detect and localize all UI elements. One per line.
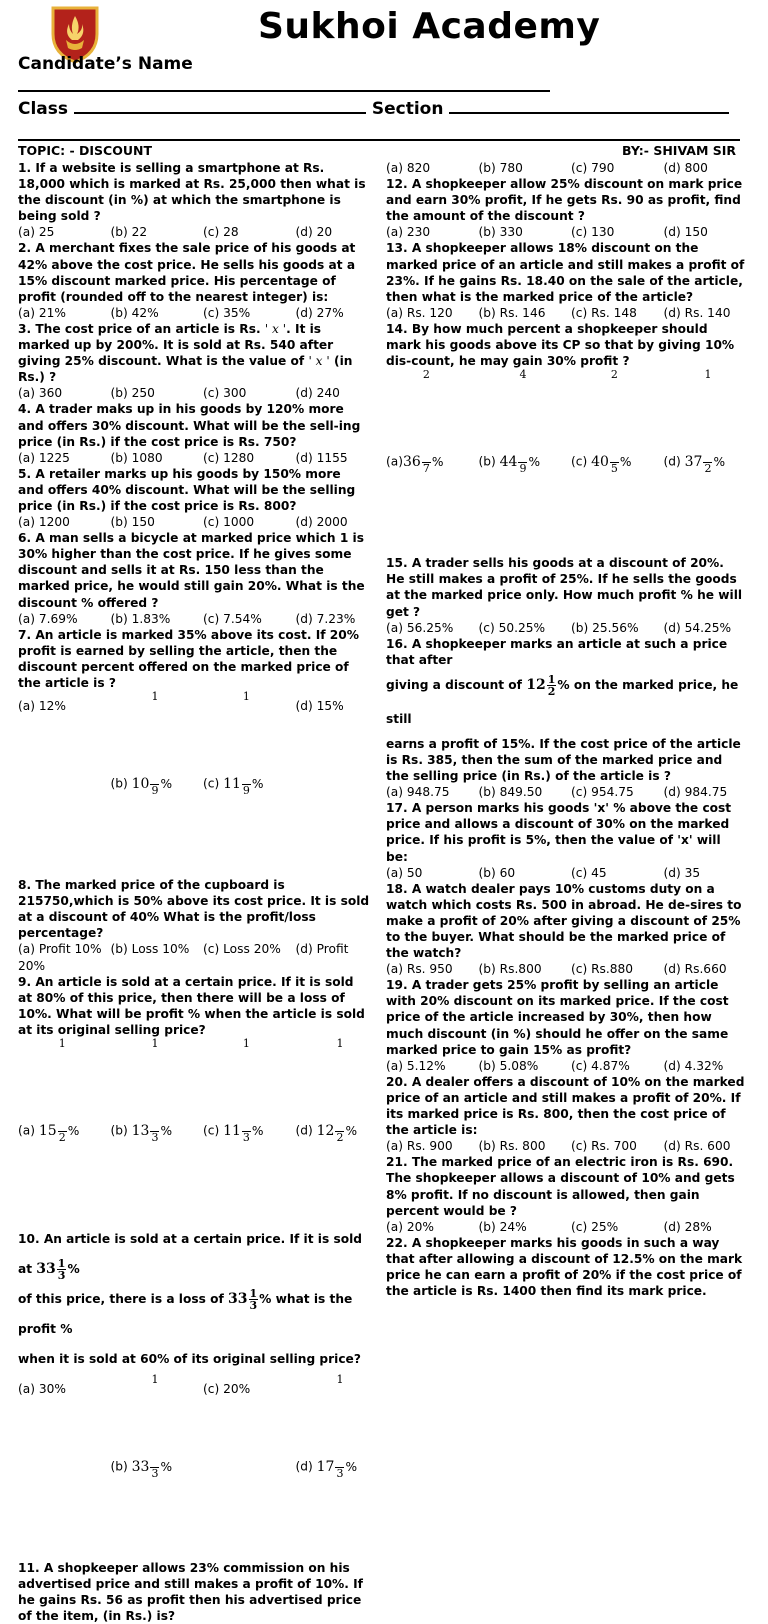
option: (d) 15%: [295, 699, 344, 714]
question-2: 2. A merchant fixes the sale price of his goods at 42% above the cost price. He sells his goods at a 15% discount marked price. His percentage of profit (rounded off to the nearest integer) is:: [18, 241, 356, 304]
option: (d) Profit: [295, 942, 349, 957]
class-blank: [74, 98, 366, 114]
question-12: 12. A shopkeeper allow 25% discount on mark price and earn 30% profit, If he gets Rs. 90 as profit, find the amount of the discount ?: [386, 177, 743, 224]
question-20: 20. A dealer offers a discount of 10% on the marked price of an article and still makes a profit of 20%. If its marked price is Rs. 800, then the cost price of the article is:: [386, 1074, 745, 1138]
option: (d) Rs. 600: [663, 1139, 731, 1154]
fraction-denominator: 9: [151, 783, 159, 797]
option: (a) 948.75: [386, 785, 450, 800]
question-3: [18, 321, 370, 385]
option: (a) 30%: [18, 1382, 66, 1397]
fraction-denominator: 2: [336, 1130, 344, 1144]
question-13: 13. A shopkeeper allows 18% discount on the marked price of an article and still makes a profit of 23%. If he gains Rs. 18.40 on the sale of the article, then what is the marked price of the article?: [386, 241, 745, 304]
mixed-fraction: [131, 1373, 173, 1480]
option: (c) 130: [571, 225, 615, 240]
fraction-whole: 33: [36, 1261, 56, 1278]
option: (b) 60: [478, 865, 516, 880]
fraction-whole: 40: [591, 453, 609, 470]
mixed-fraction: [316, 1373, 358, 1480]
fraction-suffix: %: [431, 454, 444, 469]
fraction-whole: 12: [526, 676, 546, 693]
question-18: 18. A watch dealer pays 10% customs duty on a watch which costs Rs. 500 in abroad. He de-sires to make a profit of 20% after giving a discount of 25% to the buyer. What should be the marked price of the watch?: [386, 881, 742, 961]
option: [111, 1038, 204, 1224]
fraction-part: [150, 691, 159, 877]
candidate-name-line: [18, 90, 550, 92]
option: (d) Rs.660: [663, 962, 727, 977]
option: (b) 22: [110, 225, 148, 240]
option-prefix: (b): [110, 1459, 132, 1474]
fraction-whole: 36: [402, 453, 421, 470]
question-22: 22. A shopkeeper marks his goods in such a way that after allowing a discount of 12.5% on the mark price he can earn a profit of 20% if the cost price of the article is Rs. 1400 then find its mark price.: [386, 1235, 743, 1299]
option: (a) 7.69%: [18, 611, 78, 626]
option: [664, 369, 757, 555]
fraction-numerator: 1: [58, 1038, 67, 1132]
option: (b) 780: [478, 161, 523, 175]
mixed-fraction: [526, 672, 557, 698]
fraction-numerator: 1: [242, 1038, 251, 1132]
option: (d) 7.23%: [295, 611, 356, 626]
option: (d) 2000: [295, 515, 348, 530]
fraction-suffix: %: [345, 1459, 358, 1474]
fraction-suffix: %: [345, 1123, 358, 1138]
fraction-denominator: 9: [519, 461, 527, 475]
question-10: [18, 1224, 370, 1374]
option: (b) 849.50: [478, 785, 543, 800]
header-divider: [18, 139, 740, 141]
option-prefix: (d): [295, 1459, 317, 1474]
fraction-whole: 17: [316, 1458, 335, 1475]
q10-text: when it is sold at 60% of its original selling price?: [18, 1352, 361, 1367]
fraction-whole: 11: [223, 1122, 241, 1139]
option: (a) Rs. 950: [386, 962, 453, 977]
q3-var: ' x ': [264, 321, 287, 336]
fraction-denominator: 2: [547, 684, 556, 698]
question-16: [386, 636, 746, 784]
options-14: [386, 369, 746, 555]
options-5: [18, 514, 370, 530]
option: (d) 4.32%: [663, 1058, 724, 1073]
fraction-whole: 11: [223, 775, 241, 792]
options-21: [386, 1219, 746, 1235]
option: (b) 250: [110, 386, 155, 401]
option-prefix: (d): [295, 1123, 317, 1138]
option: (b) 25.56%: [571, 620, 639, 635]
q3-text: (in Rs.) ?: [18, 354, 353, 385]
fraction-numerator: 2: [422, 369, 431, 463]
q16-text: 16. A shopkeeper marks an article at such a price that after: [386, 636, 728, 667]
option: (c) 300: [203, 386, 247, 401]
option: (c) Rs.880: [571, 962, 634, 977]
fraction-denominator: 3: [242, 1130, 250, 1144]
option: (a) Profit 10%: [18, 942, 102, 957]
mixed-fraction: [131, 690, 173, 797]
options-8: [18, 941, 370, 957]
mixed-fraction: [316, 1037, 358, 1144]
section-blank: [449, 98, 729, 114]
option: (a) 21%: [18, 305, 66, 320]
author-label: BY:- SHIVAM SIR: [622, 143, 737, 158]
option-prefix: (c): [571, 454, 592, 469]
option: (d) 28%: [663, 1219, 712, 1234]
fraction-denominator: 3: [249, 1299, 258, 1313]
option: [203, 691, 296, 877]
option: (b) Loss 10%: [110, 942, 190, 957]
fraction-part: [150, 1374, 159, 1560]
mixed-fraction: [36, 1257, 80, 1283]
option: (c) Loss 20%: [203, 942, 281, 957]
fraction-numerator: 1: [335, 1374, 344, 1468]
page-title: Sukhoi Academy: [258, 6, 601, 47]
question-5: 5. A retailer marks up his goods by 150% more and offers 40% discount. What will be the selling price (in Rs.) if the cost price is Rs. 800?: [18, 466, 356, 513]
options-11: [386, 160, 746, 176]
option: (a) 1200: [18, 515, 70, 530]
fraction-whole: 12: [316, 1122, 335, 1139]
fraction-denominator: 2: [58, 1130, 66, 1144]
fraction-suffix: %: [160, 1459, 173, 1474]
fraction-whole: 33: [131, 1458, 150, 1475]
fraction-part: [518, 369, 527, 555]
options-4: [18, 450, 370, 466]
option: (b) 330: [478, 225, 523, 240]
option: [18, 1038, 111, 1224]
fraction-numerator: 1: [249, 1287, 258, 1301]
option: (c) 790: [571, 161, 615, 175]
q3-text: 3. The cost price of an article is Rs.: [18, 321, 265, 336]
option: (b) 150: [110, 515, 155, 530]
fraction-numerator: 1: [57, 1257, 66, 1271]
question-19: 19. A trader gets 25% profit by selling an article with 20% discount on its marked price. If the cost price of the article increased by 30%, then how much discount (in %) should he offer on the same marked price to gain 15% as profit?: [386, 978, 729, 1057]
fraction-denominator: 5: [610, 461, 618, 475]
mixed-fraction: [223, 1037, 264, 1144]
fraction-part: [610, 369, 619, 555]
q3-text: . It is marked up by 200%. It is sold at Rs. 540 after giving 25% discount. What is the value of: [18, 321, 334, 369]
fraction-whole: 37: [684, 453, 703, 470]
option: (d) 800: [663, 161, 708, 175]
fraction-part: [249, 1288, 259, 1311]
fraction-numerator: 2: [610, 369, 619, 463]
option: [111, 1374, 204, 1560]
option: [203, 1038, 296, 1224]
option: [386, 369, 479, 555]
options-19: [386, 1058, 746, 1074]
option-prefix: (b): [110, 776, 132, 791]
fraction-suffix: %: [251, 776, 264, 791]
option: (d) 35: [663, 865, 701, 880]
question-4: 4. A trader maks up in his goods by 120% more and offers 30% discount. What will be the sell-ing price (in Rs.) if the cost price is Rs. 750?: [18, 402, 361, 449]
fraction-denominator: 3: [57, 1269, 66, 1283]
option: (a) 12%: [18, 699, 66, 714]
mixed-fraction: [402, 368, 444, 475]
options-10: [18, 1374, 370, 1560]
option-prefix: (b): [110, 1123, 132, 1138]
option-prefix: (d): [663, 454, 685, 469]
fraction-part: [335, 1374, 344, 1560]
fraction-part: [242, 1038, 251, 1224]
option: (c) 28: [203, 225, 239, 240]
option: [571, 369, 664, 555]
options-12: [386, 224, 746, 240]
option-prefix: (a): [18, 1123, 39, 1138]
q10-text: 10. An article is sold at a certain price. If it is sold at: [18, 1232, 362, 1277]
options-3: [18, 385, 370, 401]
mixed-fraction: [499, 368, 541, 475]
options-7: [18, 691, 370, 877]
option: [479, 369, 572, 555]
options-9: [18, 1038, 370, 1224]
fraction-suffix: %: [160, 776, 173, 791]
fraction-suffix: %: [251, 1123, 264, 1138]
fraction-whole: 13: [131, 1122, 150, 1139]
options-16: [386, 784, 746, 800]
question-7: 7. An article is marked 35% above its cost. If 20% profit is earned by selling the article, then the discount percent offered on the marked price of the article is ?: [18, 627, 359, 690]
question-15: 15. A trader sells his goods at a discount of 20%. He still makes a profit of 25%. If he sells the goods at the marked price only. How much profit % he will get ?: [386, 556, 743, 619]
option: (d) 984.75: [663, 785, 728, 800]
fraction-denominator: 3: [151, 1466, 159, 1480]
options-13: [386, 305, 746, 321]
fraction-suffix: %: [619, 454, 632, 469]
topic-label: TOPIC: - DISCOUNT: [18, 143, 152, 158]
left-column: [18, 160, 370, 1624]
fraction-whole: 15: [38, 1122, 57, 1139]
options-17: [386, 865, 746, 881]
option: [296, 1038, 389, 1224]
option: (b) 1080: [110, 450, 163, 465]
q3-var: ' x ': [308, 354, 330, 369]
options-1: [18, 224, 370, 240]
option: (a) 50: [386, 865, 423, 880]
options-20: [386, 1138, 746, 1154]
question-6: 6. A man sells a bicycle at marked price which 1 is 30% higher than the cost price. If he gives some discount and sells it at Rs. 150 less than the marked price, he would still gain 20%. What is the discount % offered ?: [18, 531, 365, 610]
option: (a) 20%: [386, 1219, 434, 1234]
option-prefix: (b): [478, 454, 500, 469]
fraction-part: [57, 1258, 67, 1281]
fraction-numerator: 1: [335, 1038, 344, 1132]
fraction-part: [150, 1038, 159, 1224]
option: (a) Rs. 120: [386, 305, 453, 320]
fraction-numerator: 1: [242, 691, 251, 785]
fraction-denominator: 9: [242, 783, 250, 797]
fraction-part: [422, 369, 431, 555]
option: (b) 5.08%: [478, 1058, 539, 1073]
question-8: 8. The marked price of the cupboard is 215750,which is 50% above its cost price. It is sold at a discount of 40% What is the profit/loss percentage?: [18, 878, 370, 941]
mixed-fraction: [131, 1037, 173, 1144]
option: (a) 820: [386, 161, 431, 175]
option: (c) 1280: [203, 450, 255, 465]
fraction-whole: 10: [131, 775, 150, 792]
question-17: 17. A person marks his goods 'x' % above the cost price and allows a discount of 30% on the marked price. If his profit is 5%, then the value of 'x' will be:: [386, 801, 732, 864]
option: (b) 42%: [110, 305, 159, 320]
option: (a) 360: [18, 386, 63, 401]
section-label: Section: [371, 99, 444, 119]
right-column: [386, 160, 746, 1299]
option-prefix: (c): [203, 1123, 224, 1138]
mixed-fraction: [228, 1287, 272, 1313]
option: (d) 54.25%: [663, 620, 732, 635]
class-label: Class: [18, 99, 69, 119]
fraction-numerator: 1: [703, 369, 712, 463]
option: (c) 954.75: [571, 785, 634, 800]
question-9: 9. An article is sold at a certain price. If it is sold at 80% of this price, then there will be a loss of 10%. What will be profit % when the article is sold at its original selling price?: [18, 974, 365, 1037]
fraction-numerator: 1: [150, 1374, 159, 1468]
candidate-name-label: Candidate’s Name: [18, 54, 193, 74]
fraction-suffix: %: [259, 1292, 272, 1307]
option: (c) 4.87%: [571, 1058, 630, 1073]
q16-text: giving a discount of: [386, 677, 527, 692]
option: (c) Rs. 148: [571, 305, 637, 320]
option: (d) 20: [295, 225, 333, 240]
option: (d) 240: [295, 386, 340, 401]
fraction-part: [547, 674, 557, 697]
question-1: 1. If a website is selling a smartphone at Rs. 18,000 which is marked at Rs. 25,000 then what is the discount (in %) at which the smartphone is being sold ?: [18, 161, 366, 224]
option: (b) Rs.800: [478, 962, 542, 977]
fraction-suffix: %: [67, 1123, 80, 1138]
fraction-denominator: 7: [422, 461, 430, 475]
option: (c) 7.54%: [203, 611, 262, 626]
option: (b) 24%: [478, 1219, 527, 1234]
option-prefix: (a): [386, 454, 403, 469]
option: (b) Rs. 146: [478, 305, 546, 320]
option: [111, 691, 204, 877]
question-21: 21. The marked price of an electric iron is Rs. 690. The shopkeeper allows a discount of 10% and gets 8% profit. If no discount is allowed, then gain percent would be ?: [386, 1155, 735, 1218]
class-section-row: [18, 98, 738, 119]
mixed-fraction: [684, 368, 726, 475]
option: (c) 25%: [571, 1219, 619, 1234]
option: (c) 45: [571, 865, 607, 880]
option: (b) 1.83%: [110, 611, 171, 626]
mixed-fraction: [591, 368, 632, 475]
fraction-part: [58, 1038, 67, 1224]
option: (d) 1155: [295, 450, 348, 465]
fraction-numerator: 1: [547, 672, 556, 686]
q16-text: earns a profit of 15%. If the cost price of the article is Rs. 385, then the sum of the marked price and the selling price (in Rs.) of the article is ?: [386, 736, 741, 784]
fraction-part: [703, 369, 712, 555]
option: (a) 1225: [18, 450, 70, 465]
question-11: 11. A shopkeeper allows 23% commission on his advertised price and still makes a profit of 10%. If he gains Rs. 56 as profit then his advertised price of the item, (in Rs.) is?: [18, 1561, 363, 1624]
option: (c) Rs. 700: [571, 1139, 637, 1154]
fraction-denominator: 3: [336, 1466, 344, 1480]
option: (c) 20%: [203, 1382, 251, 1397]
fraction-part: [242, 691, 251, 877]
option: (c) 50.25%: [478, 620, 546, 635]
fraction-part: [335, 1038, 344, 1224]
fraction-denominator: 3: [151, 1130, 159, 1144]
option: [296, 1374, 389, 1560]
fraction-suffix: %: [713, 454, 726, 469]
option: (d) 150: [663, 225, 708, 240]
options-15: [386, 620, 746, 636]
fraction-denominator: 2: [704, 461, 712, 475]
option: (c) 35%: [203, 305, 251, 320]
fraction-suffix: %: [67, 1262, 80, 1277]
option-wrap: 20%: [18, 958, 46, 973]
fraction-numerator: 1: [150, 691, 159, 785]
mixed-fraction: [38, 1037, 80, 1144]
option: (d) Rs. 140: [663, 305, 731, 320]
fraction-numerator: 1: [150, 1038, 159, 1132]
options-2: [18, 305, 370, 321]
fraction-whole: 33: [228, 1291, 248, 1308]
option: (d) 27%: [295, 305, 344, 320]
q10-text: of this price, there is a loss of: [18, 1292, 229, 1307]
option: (a) 5.12%: [386, 1058, 446, 1073]
q16-text: % on the marked price, he still: [386, 677, 739, 726]
fraction-suffix: %: [528, 454, 541, 469]
option-prefix: (c): [203, 776, 224, 791]
option: (c) 1000: [203, 515, 255, 530]
option: (a) 25: [18, 225, 55, 240]
option: (b) Rs. 800: [478, 1139, 546, 1154]
fraction-suffix: %: [160, 1123, 173, 1138]
mixed-fraction: [223, 690, 264, 797]
fraction-numerator: 4: [518, 369, 527, 463]
option: (a) Rs. 900: [386, 1139, 453, 1154]
option: (a) 230: [386, 225, 431, 240]
fraction-whole: 44: [499, 453, 518, 470]
q10-text: what is the profit %: [18, 1292, 353, 1337]
options-6: [18, 611, 370, 627]
option: (a) 56.25%: [386, 620, 454, 635]
options-18: [386, 961, 746, 977]
question-14: 14. By how much percent a shopkeeper should mark his goods above its CP so that by giving 10% dis-count, he may gain 30% profit ?: [386, 321, 735, 369]
